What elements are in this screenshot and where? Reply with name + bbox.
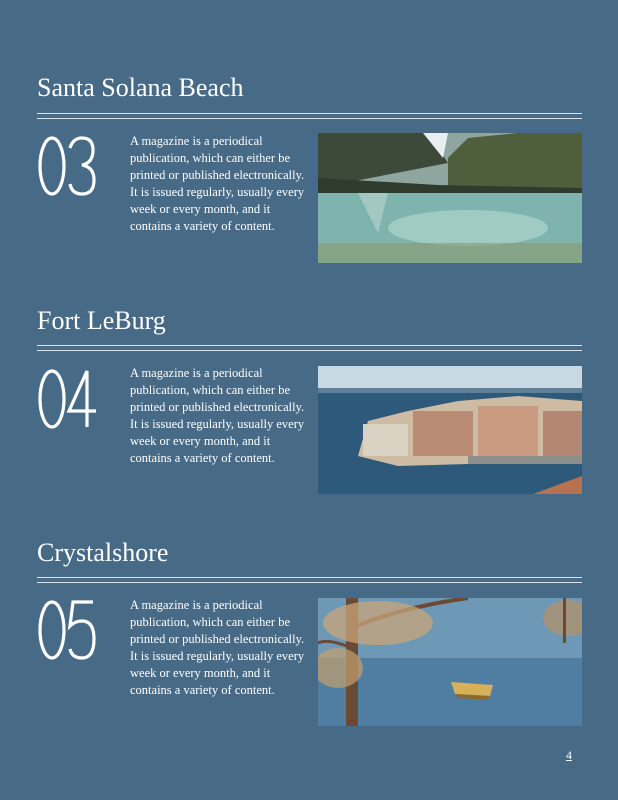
section-number [37,599,97,661]
section-photo [318,366,582,494]
section-description: A magazine is a periodical publication, which can either be printed or published electronically. It is issued regularly, usually every week or every month, and it contains a variety of content. [130,366,305,465]
divider-rule [37,345,582,346]
section-photo [318,598,582,726]
section-number [37,368,97,430]
divider-rule [37,113,582,114]
section-photo [318,133,582,263]
divider-rule [37,118,582,119]
divider-rule [37,582,582,583]
section-title: Crystalshore [37,538,169,567]
destination-section [0,538,618,733]
section-description: A magazine is a periodical publication, which can either be printed or published electronically. It is issued regularly, usually every week or every month, and it contains a variety of content. [130,134,305,233]
divider-rule [37,577,582,578]
section-title: Fort LeBurg [37,306,166,335]
section-number [37,135,97,197]
destination-section [0,306,618,501]
section-title: Santa Solana Beach [37,73,244,102]
page-number[interactable]: 4 [566,748,572,762]
destination-section [0,73,618,268]
divider-rule [37,350,582,351]
section-description: A magazine is a periodical publication, which can either be printed or published electronically. It is issued regularly, usually every week or every month, and it contains a variety of content. [130,598,305,697]
